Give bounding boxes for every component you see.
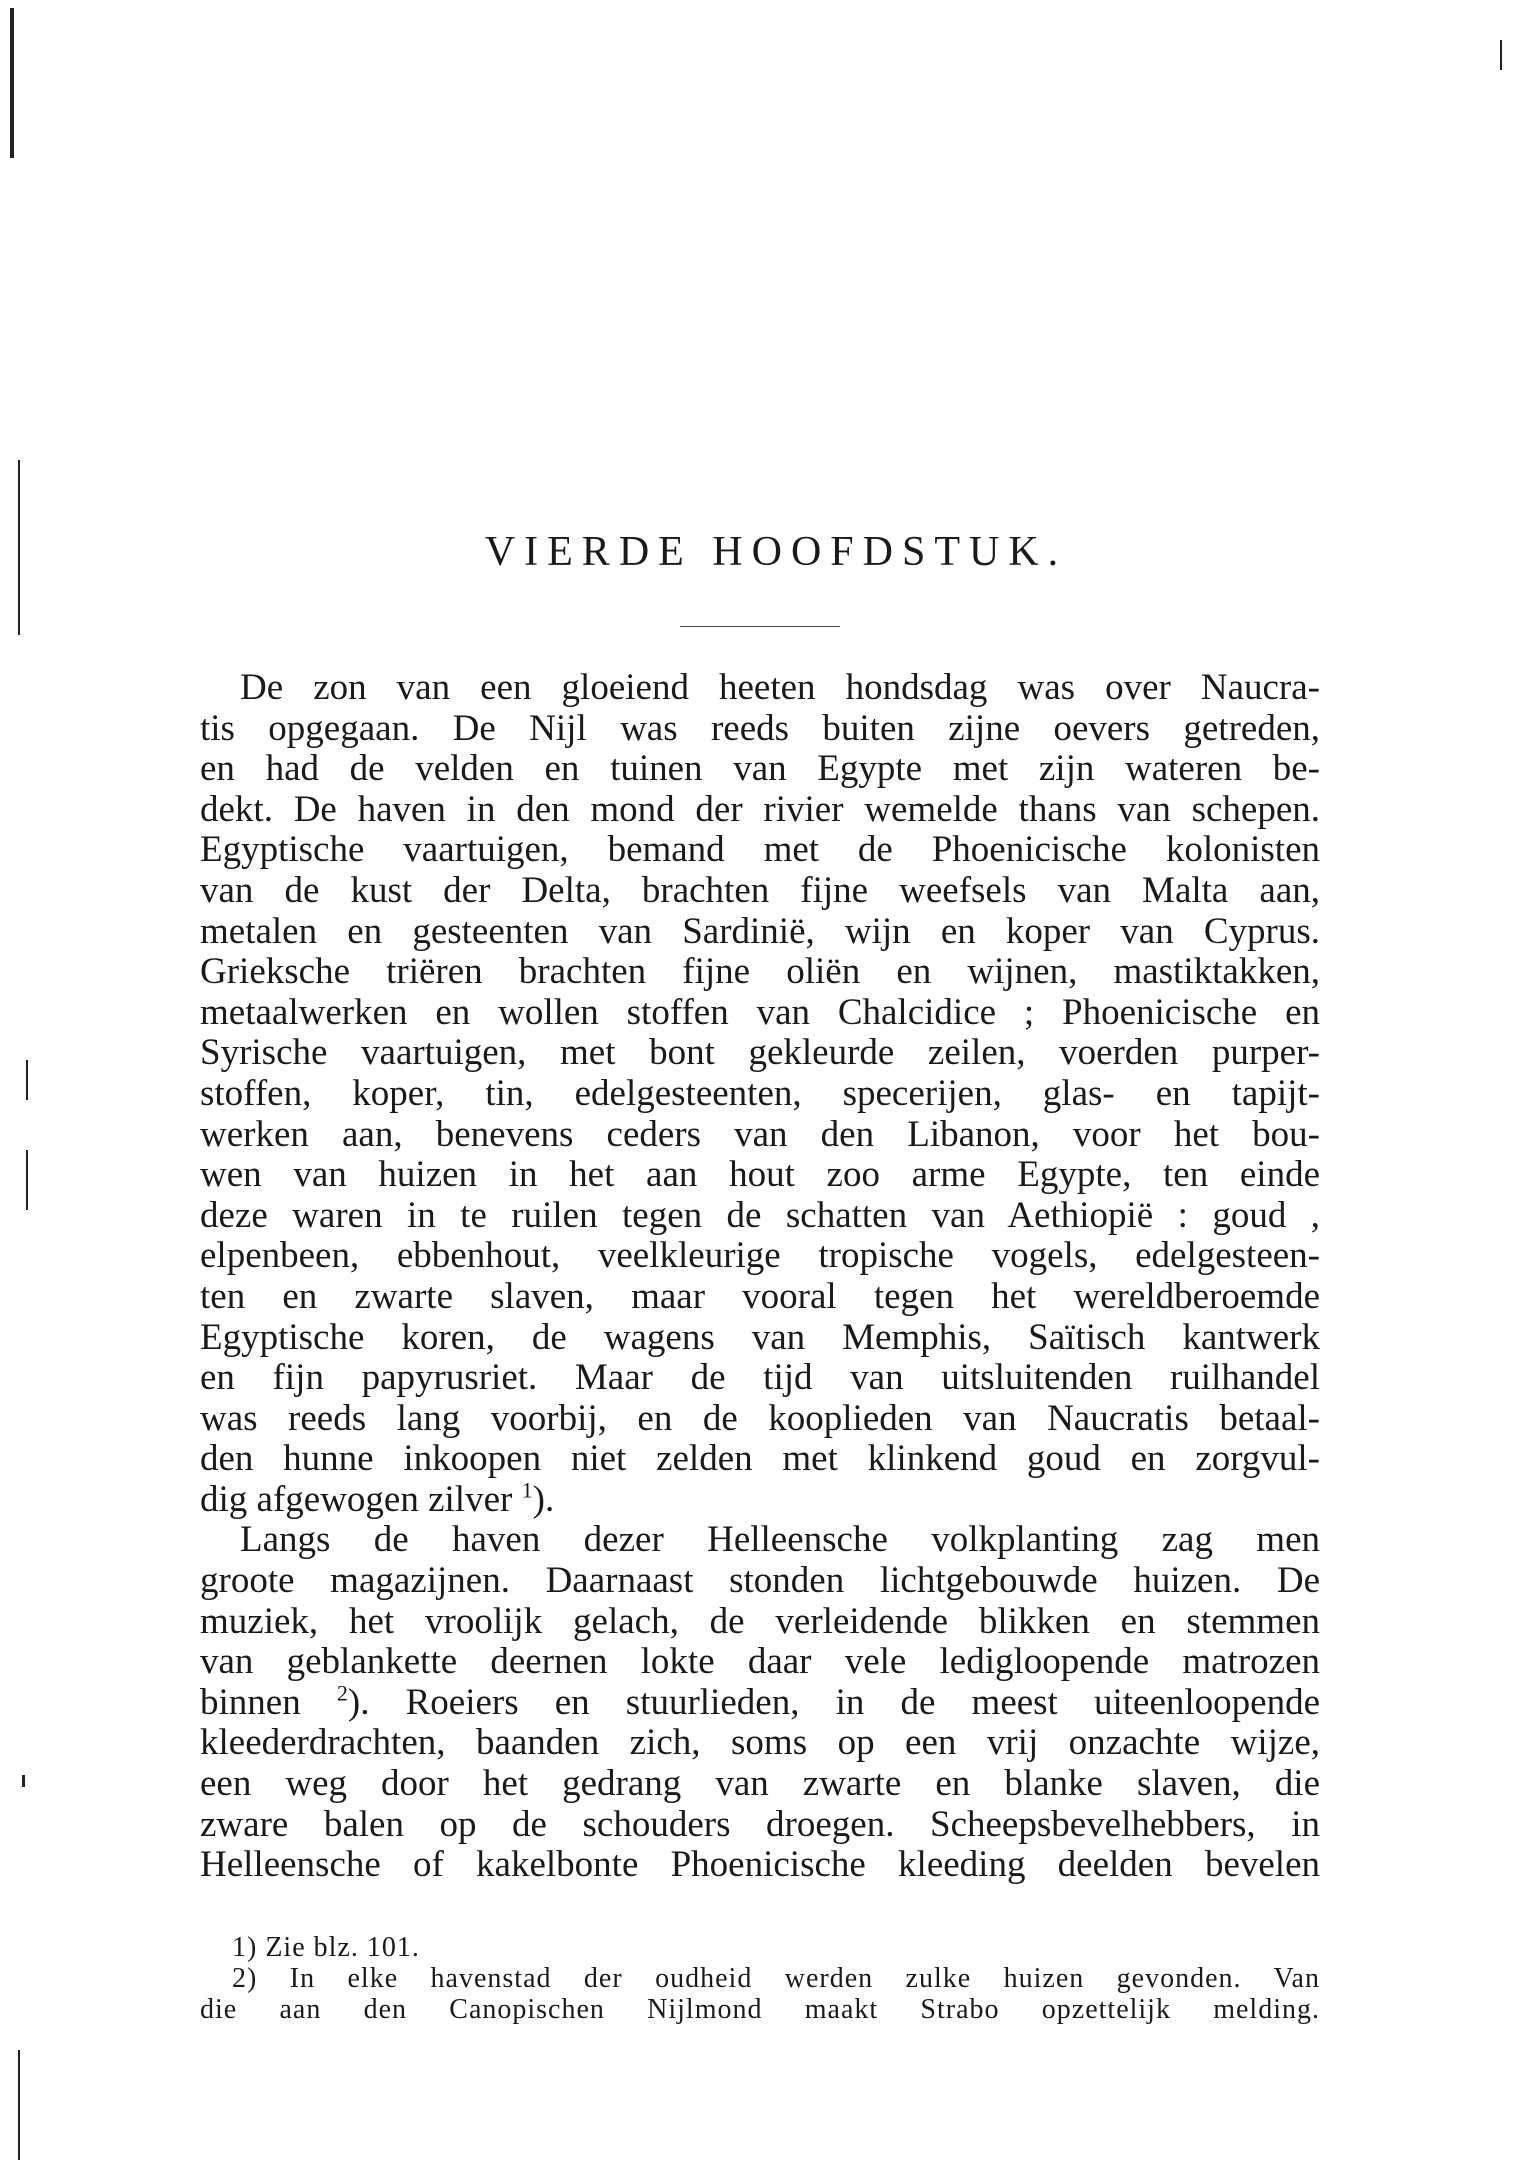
footnote-ref: 2: [336, 1680, 348, 1706]
text-line: was reeds lang voorbij, en de kooplieden van Naucratis betaal-: [200, 1397, 1320, 1439]
scan-edge-mark: [10, 8, 14, 158]
text-line-content: binnen: [200, 1681, 301, 1723]
text-line: [200, 1680, 1320, 1724]
scan-edge-mark: [22, 1775, 25, 1787]
paragraph-1: [200, 668, 1320, 1520]
text-line-content: dig afgewogen zilver: [200, 1478, 513, 1520]
text-line: Egyptische vaartuigen, bemand met de Phoenicische kolonisten: [200, 829, 1320, 871]
text-line: wen van huizen in het aan hout zoo arme Egypte, ten einde: [200, 1154, 1320, 1196]
footnote-marker: 1): [232, 1932, 258, 1963]
chapter-title: VIERDE HOOFDSTUK.: [484, 529, 1068, 575]
scan-edge-mark: [26, 1150, 28, 1210]
text-line: metalen en gesteenten van Sardinië, wijn en koper van Cyprus.: [200, 910, 1320, 952]
text-line: groote magazijnen. Daarnaast stonden lichtgebouwde huizen. De: [200, 1560, 1320, 1602]
scan-edge-mark: [18, 2050, 20, 2160]
text-line: De zon van een gloeiend heeten hondsdag was over Naucra-: [240, 667, 1320, 708]
text-line: een weg door het gedrang van zwarte en blanke slaven, die: [200, 1763, 1320, 1805]
text-line: Grieksche triëren brachten fijne oliën en wijnen, mastiktakken,: [200, 951, 1320, 993]
text-line: van geblankette deernen lokte daar vele ledigloopende matrozen: [200, 1641, 1320, 1683]
footnote-text: Zie blz. 101.: [265, 1932, 420, 1963]
scan-edge-mark: [1500, 40, 1502, 70]
text-line: den hunne inkoopen niet zelden met klinkend goud en zorgvul-: [200, 1438, 1320, 1480]
text-line: werken aan, benevens ceders van den Libanon, voor het bou-: [200, 1113, 1320, 1155]
footnote-ref: 1: [521, 1477, 533, 1503]
text-line: Egyptische koren, de wagens van Memphis, Saïtisch kantwerk: [200, 1316, 1320, 1358]
footnote-2: [200, 1963, 1320, 1994]
footnote-2-continuation: die aan den Canopischen Nijlmond maakt Strabo opzettelijk melding.: [200, 1994, 1320, 2025]
text-line: Langs de haven dezer Helleensche volkplanting zag men: [240, 1519, 1320, 1561]
text-line: zware balen op de schouders droegen. Scheepsbevelhebbers, in: [200, 1803, 1320, 1845]
text-line: dekt. De haven in den mond der rivier wemelde thans van schepen.: [200, 788, 1320, 830]
footnote-marker: 2): [232, 1963, 258, 1994]
text-line: [200, 1477, 1320, 1521]
scan-edge-mark: [26, 1060, 28, 1100]
body-text: [200, 668, 1320, 1886]
paragraph-2: [200, 1520, 1320, 1885]
text-line-suffix: ). Roeiers en stuurlieden, in de meest uiteenloopende: [347, 1681, 1320, 1723]
text-line: van de kust der Delta, brachten fijne weefsels van Malta aan,: [200, 869, 1320, 911]
text-line: stoffen, koper, tin, edelgesteenten, specerijen, glas- en tapijt-: [200, 1072, 1320, 1114]
footnotes: [200, 1932, 1320, 2025]
text-line-suffix: ).: [532, 1478, 555, 1520]
text-line: Helleensche of kakelbonte Phoenicische kleeding deelden bevelen: [200, 1844, 1320, 1886]
footnote-1: [200, 1932, 1320, 1963]
text-line: en fijn papyrusriet. Maar de tijd van uitsluitenden ruilhandel: [200, 1357, 1320, 1399]
text-line: ten en zwarte slaven, maar vooral tegen het wereldberoemde: [200, 1275, 1320, 1317]
footnote-text: In elke havenstad der oudheid werden zulke huizen gevonden. Van: [289, 1963, 1320, 1994]
text-line: metaalwerken en wollen stoffen van Chalcidice ; Phoenicische en: [200, 991, 1320, 1033]
text-line: tis opgegaan. De Nijl was reeds buiten zijne oevers getreden,: [200, 707, 1320, 749]
text-line: elpenbeen, ebbenhout, veelkleurige tropische vogels, edelgesteen-: [200, 1235, 1320, 1277]
text-line: kleederdrachten, baanden zich, soms op een vrij onzachte wijze,: [200, 1722, 1320, 1764]
text-line: deze waren in te ruilen tegen de schatten van Aethiopië : goud ,: [200, 1194, 1320, 1236]
text-line: Syrische vaartuigen, met bont gekleurde zeilen, voerden purper-: [200, 1032, 1320, 1074]
text-line: en had de velden en tuinen van Egypte met zijn wateren be-: [200, 748, 1320, 790]
text-line: muziek, het vroolijk gelach, de verleidende blikken en stemmen: [200, 1600, 1320, 1642]
title-divider: [680, 626, 840, 627]
